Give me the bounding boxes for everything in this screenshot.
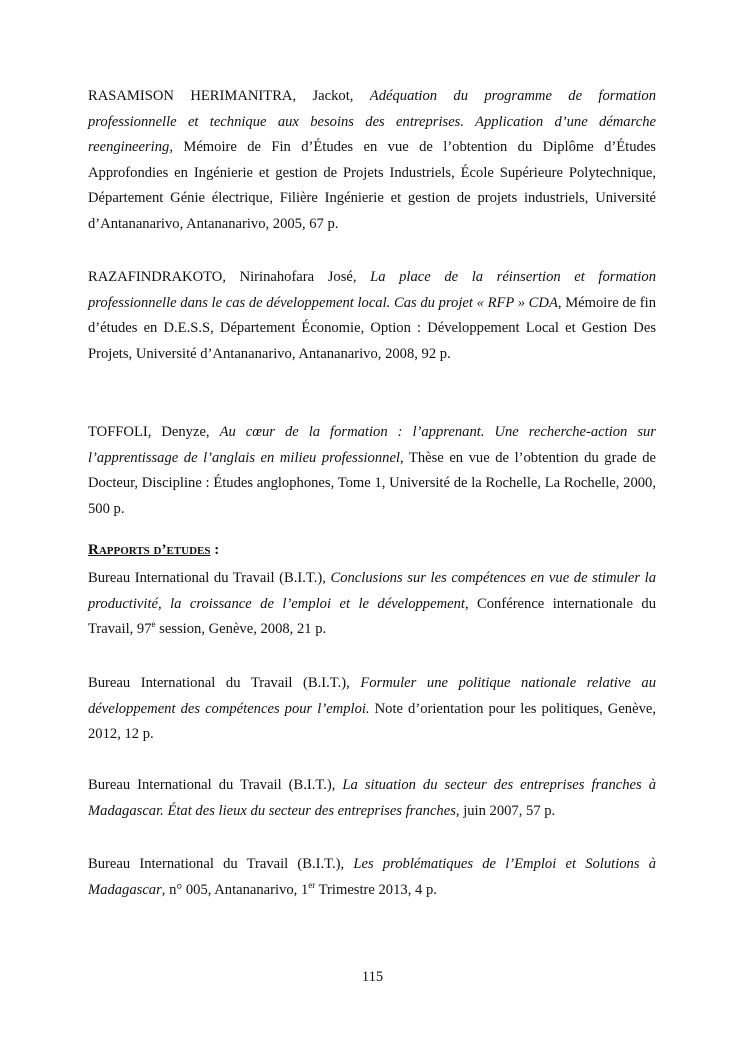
entry-details: , Thèse en vue de l’obtention du grade de Docteur, Discipline : Études anglophones, Tome 1, Université de la Rochelle, La Rochelle, 2000, 500 p. — [88, 449, 657, 517]
bibliography-entry — [88, 773, 656, 824]
entry-title: Les problématiques de l’Emploi et Solutions à Madagascar — [88, 856, 657, 898]
bibliography-entry — [88, 84, 656, 238]
section-heading-label: Rapports d’etudes — [88, 542, 211, 558]
bibliography-entry — [88, 671, 656, 748]
entry-details: session, Genève, 2008, 21 p. — [155, 621, 327, 638]
entry-details: Note d’orientation pour les politiques, Genève, 2012, 12 p. — [88, 700, 656, 743]
entry-details: , Mémoire de Fin d’Études en vue de l’obtention du Diplôme d’Études Approfondies en Ingénierie et gestion de Projets Industriels, École Supérieure Polytechnique, Département Génie électrique, Filière Ingénierie et gestion de projets industriels, Université d’Antananarivo, Antananarivo, 2005, 67 p. — [88, 139, 656, 232]
entry-author: Bureau International du Travail (B.I.T.), — [88, 570, 331, 586]
entry-title: Formuler une politique nationale relative au développement des compétences pour l’emploi. — [88, 675, 656, 717]
entry-details: , juin 2007, 57 p. — [455, 802, 556, 819]
bibliography-entry — [88, 265, 656, 367]
bibliography-entry — [88, 566, 656, 643]
entry-details: , Conférence internationale du Travail, 97 — [88, 595, 656, 638]
entry-author: RASAMISON HERIMANITRA, Jackot, — [88, 88, 370, 104]
entry-title: Au cœur de la formation : l’apprenant. Une recherche-action sur l’apprentissage de l’anglais en milieu professionnel — [88, 424, 656, 466]
bibliography-entry — [88, 420, 656, 522]
entry-author: TOFFOLI, Denyze, — [88, 424, 220, 440]
entry-title: Conclusions sur les compétences en vue de stimuler la productivité, la croissance de l’emploi et le développement — [88, 570, 656, 612]
entry-details: Trimestre 2013, 4 p. — [315, 881, 437, 898]
entry-title: Adéquation du programme de formation professionnelle et technique aux besoins des entreprises. Application d’une démarche reengineering — [88, 88, 657, 156]
page-number: 115 — [361, 969, 384, 985]
superscript: e — [151, 619, 156, 630]
superscript: er — [308, 879, 316, 890]
entry-author: Bureau International du Travail (B.I.T.), — [88, 675, 361, 691]
entry-author: Bureau International du Travail (B.I.T.), — [88, 777, 343, 793]
bibliography-entry — [88, 852, 656, 903]
entry-details: , n° 005, Antananarivo, 1 — [161, 881, 309, 898]
section-heading — [88, 538, 219, 562]
entry-title: La place de la réinsertion et formation professionnelle dans le cas de développement local. Cas du projet « RFP » CDA — [88, 269, 656, 311]
entry-details: , Mémoire de fin d’études en D.E.S.S, Département Économie, Option : Développement Local et Gestion Des Projets, Université d’Antananarivo, Antananarivo, 2008, 92 p. — [88, 294, 657, 362]
entry-title: La situation du secteur des entreprises franches à Madagascar. État des lieux du secteur des entreprises franches — [88, 777, 657, 819]
entry-author: RAZAFINDRAKOTO, Nirinahofara José, — [88, 269, 371, 285]
entry-author: Bureau International du Travail (B.I.T.), — [88, 856, 354, 872]
section-heading-suffix: : — [210, 542, 220, 558]
